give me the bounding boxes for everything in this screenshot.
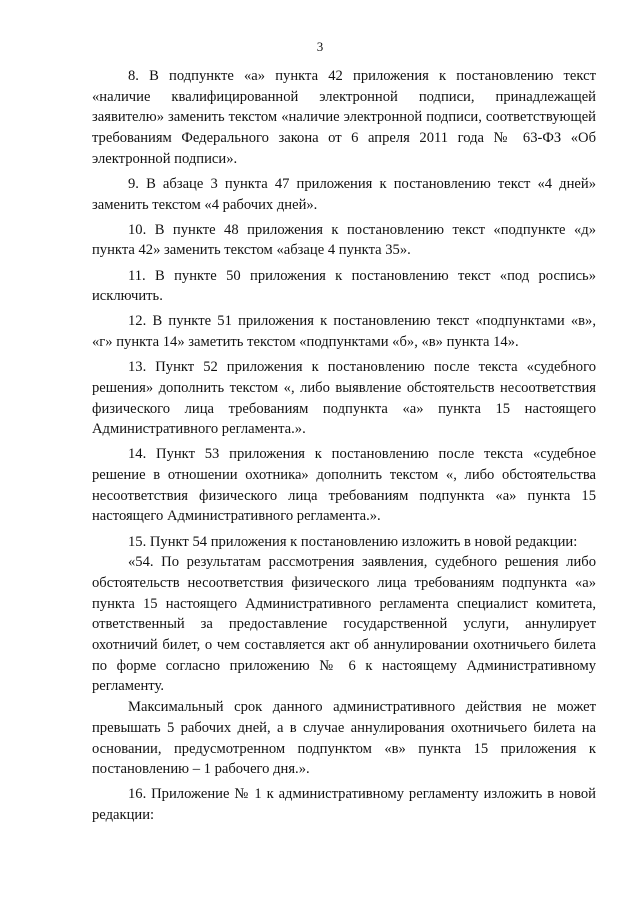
paragraph-max-term: Максимальный срок данного административного действия не может превышать 5 рабочих дней, а в случае аннулирования охотничьего билета на основании, предусмотренном подпунктом «в» пункта 15 приложения к постановлению – 1 рабочего дня.». bbox=[92, 699, 596, 778]
paragraph-item-8: 8. В подпункте «а» пункта 42 приложения к постановлению текст «наличие квалифицированной электронной подписи, принадлежащей заявителю» заменить текстом «наличие электронной подписи, соответствующей требованиям Федерального закона от 6 апреля 2011 года № 63-ФЗ «Об электронной подписи». bbox=[92, 68, 596, 167]
paragraph-item-13: 13. Пункт 52 приложения к постановлению после текста «судебного решения» дополнить текстом «, либо выявление обстоятельств несоответствия физического лица требованиям подпункта «а» пункта 15 настоящего Административного регламента.». bbox=[92, 359, 596, 438]
paragraph-new-item-54: «54. По результатам рассмотрения заявления, судебного решения либо обстоятельств несоответствия физического лица требованиям подпункта «а» пункта 15 настоящего Административного регламента специалист комитета, ответственный за предоставление государственной услуги, аннулирует охотничий билет, о чем составляется акт об аннулировании охотничьего билета по форме согласно приложению № 6 к настоящему Административному регламенту. bbox=[92, 554, 596, 695]
page-number: 3 bbox=[316, 39, 324, 54]
document-body bbox=[92, 66, 596, 830]
paragraph-item-9: 9. В абзаце 3 пункта 47 приложения к постановлению текст «4 дней» заменить текстом «4 рабочих дней». bbox=[92, 175, 596, 213]
paragraph-item-10: 10. В пункте 48 приложения к постановлению текст «подпункте «д» пункта 42» заменить текстом «абзаце 4 пункта 35». bbox=[92, 221, 596, 259]
paragraph-item-16: 16. Приложение № 1 к административному регламенту изложить в новой редакции: bbox=[92, 786, 596, 824]
paragraph-item-15: 15. Пункт 54 приложения к постановлению изложить в новой редакции: bbox=[128, 533, 578, 550]
paragraph-item-14: 14. Пункт 53 приложения к постановлению после текста «судебное решение в отношении охотника» дополнить текстом «, либо обстоятельства несоответствия физического лица требованиям подпункта «а» пункта 15 настоящего Административного регламента.». bbox=[92, 446, 596, 525]
paragraph-item-11: 11. В пункте 50 приложения к постановлению текст «под роспись» исключить. bbox=[92, 267, 596, 305]
paragraph-item-12: 12. В пункте 51 приложения к постановлению текст «подпунктами «в», «г» пункта 14» заметить текстом «подпунктами «б», «в» пункта 14». bbox=[92, 313, 596, 350]
